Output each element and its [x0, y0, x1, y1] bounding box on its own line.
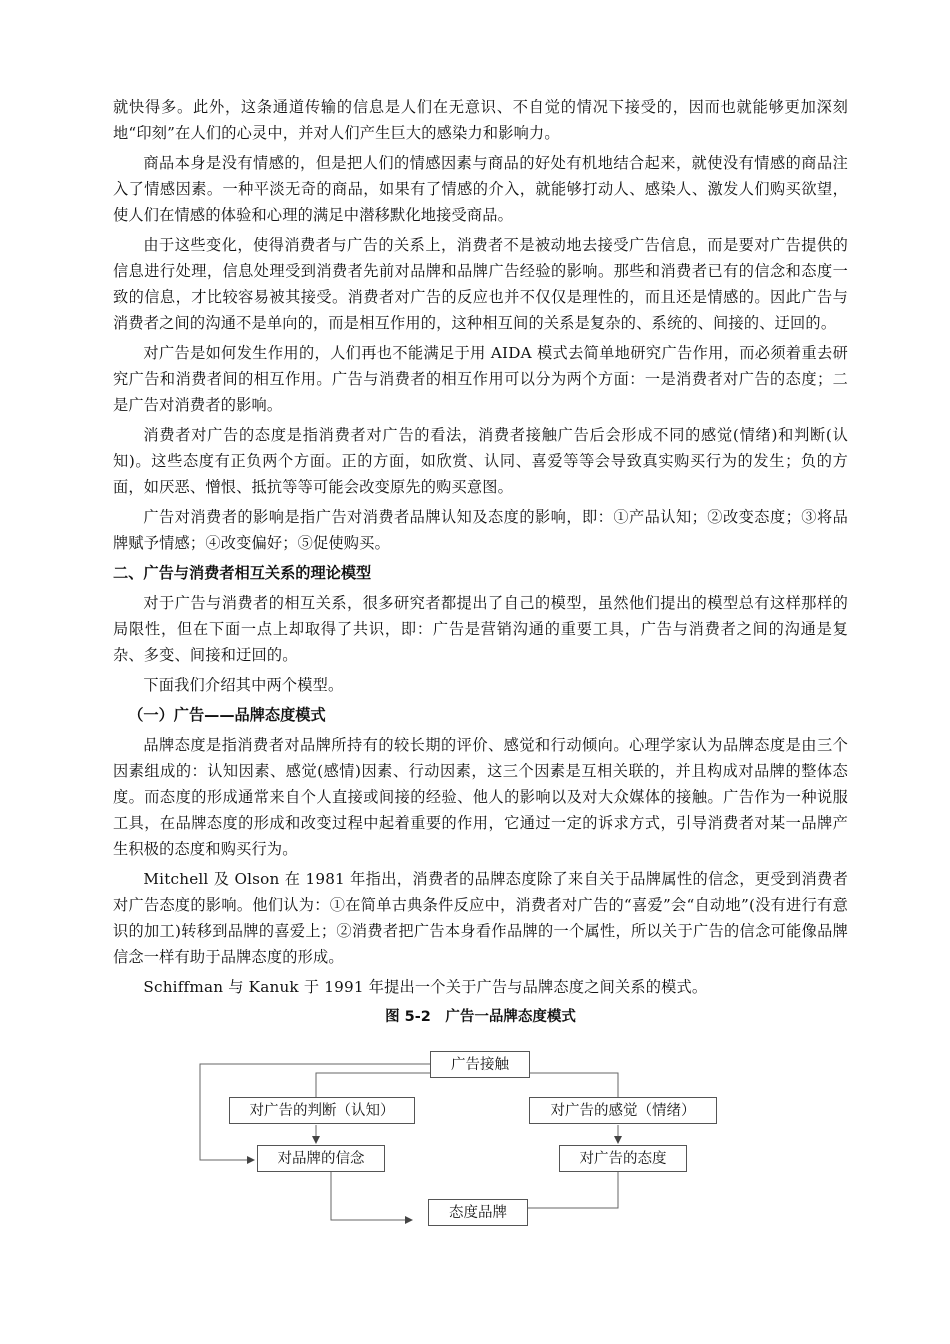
- paragraph: 广告对消费者的影响是指广告对消费者品牌认知及态度的影响，即：①产品认知；②改变态度；③将品牌赋予情感；④改变偏好；⑤促使购买。: [113, 508, 848, 552]
- paragraph: 由于这些变化，使得消费者与广告的关系上，消费者不是被动地去接受广告信息，而是要对广告提供的信息进行处理，信息处理受到消费者先前对品牌和品牌广告经验的影响。那些和消费者已有的信念和态度一致的信息，才比较容易被其接受。消费者对广告的反应也并不仅仅是理性的，而且还是情感的。因此广告与消费者之间的沟通不是单向的，而是相互作用的，这种相互间的关系是复杂的、系统的、间接的、迂回的。: [113, 236, 848, 332]
- paragraph: 商品本身是没有情感的，但是把人们的情感因素与商品的好处有机地结合起来，就使没有情感的商品注入了情感因素。一种平淡无奇的商品，如果有了情感的介入，就能够打动人、感染人、激发人们购买欲望，使人们在情感的体验和心理的满足中潜移默化地接受商品。: [113, 154, 848, 224]
- node-ad-judgment: 对广告的判断（认知）: [229, 1097, 415, 1124]
- paragraph: Schiffman 与 Kanuk 于 1991 年提出一个关于广告与品牌态度之间关系的模式。: [143, 978, 708, 996]
- node-brand-belief: 对品牌的信念: [257, 1145, 385, 1172]
- section-heading: 二、广告与消费者相互关系的理论模型: [113, 564, 372, 582]
- node-brand-attitude: 态度品牌: [428, 1199, 528, 1226]
- paragraph: 对广告是如何发生作用的，人们再也不能满足于用 AIDA 模式去简单地研究广告作用，而必须着重去研究广告和消费者间的相互作用。广告与消费者的相互作用可以分为两个方面：一是消费者对广告的态度；二是广告对消费者的影响。: [113, 344, 848, 414]
- subsection-heading: （一）广告——品牌态度模式: [128, 706, 326, 724]
- node-ad-exposure: 广告接触: [430, 1051, 530, 1078]
- document-body: [113, 94, 848, 1030]
- paragraph: 下面我们介绍其中两个模型。: [143, 676, 344, 694]
- paragraph: 就快得多。此外，这条通道传输的信息是人们在无意识、不自觉的情况下接受的，因而也就能够更加深刻地“印刻”在人们的心灵中，并对人们产生巨大的感染力和影响力。: [113, 98, 848, 142]
- paragraph: Mitchell 及 Olson 在 1981 年指出，消费者的品牌态度除了来自关于品牌属性的信念，更受到消费者对广告态度的影响。他们认为：①在简单古典条件反应中，消费者对广告的“喜爱”会“自动地”(没有进行有意识的加工)转移到品牌的喜爱上；②消费者把广告本身看作品牌的一个属性，所以关于广告的信念可能像品牌信念一样有助于品牌态度的形成。: [113, 870, 848, 966]
- node-ad-feeling: 对广告的感觉（情绪）: [529, 1097, 717, 1124]
- paragraph: 对于广告与消费者的相互关系，很多研究者都提出了自己的模型，虽然他们提出的模型总有这样那样的局限性，但在下面一点上却取得了共识，即：广告是营销沟通的重要工具，广告与消费者之间的沟通是复杂、多变、间接和迂回的。: [113, 594, 848, 664]
- node-ad-attitude: 对广告的态度: [559, 1145, 687, 1172]
- connector-belief-to-brand-attitude: [331, 1172, 412, 1220]
- connector-exposure-to-judgment: [316, 1073, 430, 1097]
- paragraph: 消费者对广告的态度是指消费者对广告的看法，消费者接触广告后会形成不同的感觉(情绪)和判断(认知)。这些态度有正负两个方面。正的方面，如欣赏、认同、喜爱等等会导致真实购买行为的发生；负的方面，如厌恶、憎恨、抵抗等等可能会改变原先的购买意图。: [113, 426, 848, 496]
- figure-caption: 图 5-2 广告一品牌态度模式: [385, 1009, 576, 1025]
- paragraph: 品牌态度是指消费者对品牌所持有的较长期的评价、感觉和行动倾向。心理学家认为品牌态度是由三个因素组成的：认知因素、感觉(感情)因素、行动因素，这三个因素是互相关联的，并且构成对品牌的整体态度。而态度的形成通常来自个人直接或间接的经验、他人的影响以及对大众媒体的接触。广告作为一种说服工具，在品牌态度的形成和改变过程中起着重要的作用，它通过一定的诉求方式，引导消费者对某一品牌产生积极的态度和购买行为。: [113, 736, 848, 858]
- connector-exposure-to-feeling: [530, 1073, 618, 1097]
